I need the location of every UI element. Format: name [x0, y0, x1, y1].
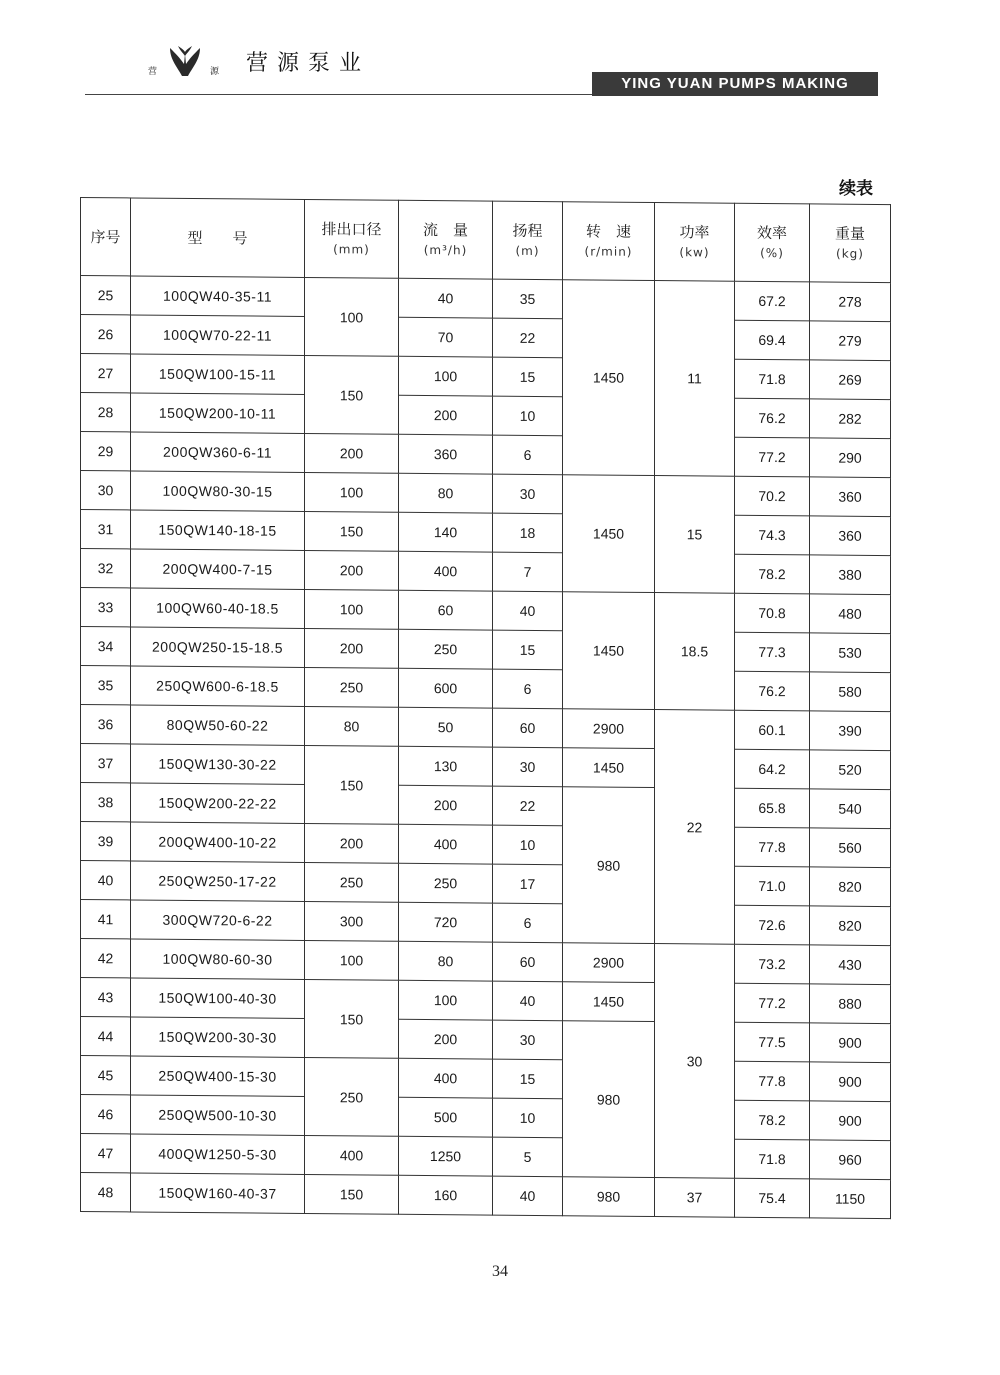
cell-head: 15 [493, 630, 563, 670]
cell-model: 100QW80-60-30 [131, 939, 305, 980]
cell-outlet: 250 [305, 862, 399, 902]
cell-model: 100QW70-22-11 [131, 315, 305, 356]
cell-efficiency: 64.2 [735, 749, 810, 789]
cell-power: 37 [655, 1178, 735, 1218]
cell-weight: 900 [810, 1023, 891, 1063]
cell-no: 36 [81, 705, 131, 744]
cell-head: 6 [493, 669, 563, 709]
logo-char-left: 营 [148, 67, 158, 77]
cell-no: 31 [81, 510, 131, 549]
col-header-no: 序号 [81, 198, 131, 276]
cell-model: 150QW100-15-11 [131, 354, 305, 395]
cell-flow: 720 [399, 902, 493, 942]
cell-model: 250QW500-10-30 [131, 1095, 305, 1136]
cell-model: 200QW360-6-11 [131, 432, 305, 473]
cell-efficiency: 70.8 [735, 593, 810, 633]
cell-speed: 980 [563, 1021, 655, 1178]
cell-model: 100QW80-30-15 [131, 471, 305, 512]
cell-efficiency: 69.4 [735, 320, 810, 360]
cell-head: 35 [493, 279, 563, 319]
cell-weight: 390 [810, 711, 891, 751]
cell-flow: 250 [399, 863, 493, 903]
cell-no: 47 [81, 1134, 131, 1173]
cell-efficiency: 72.6 [735, 905, 810, 945]
cell-efficiency: 73.2 [735, 944, 810, 984]
cell-no: 26 [81, 315, 131, 354]
cell-weight: 360 [810, 516, 891, 556]
cell-model: 250QW250-17-22 [131, 861, 305, 902]
cell-weight: 530 [810, 633, 891, 673]
cell-weight: 520 [810, 750, 891, 790]
cell-weight: 580 [810, 672, 891, 712]
cell-model: 250QW600-6-18.5 [131, 666, 305, 707]
cell-no: 48 [81, 1173, 131, 1212]
cell-no: 33 [81, 588, 131, 627]
cell-weight: 960 [810, 1140, 891, 1180]
cell-model: 400QW1250-5-30 [131, 1134, 305, 1175]
cell-flow: 250 [399, 629, 493, 669]
cell-no: 39 [81, 822, 131, 861]
cell-efficiency: 77.5 [735, 1022, 810, 1062]
cell-efficiency: 71.8 [735, 1139, 810, 1179]
col-header-power: 功率 (kw) [655, 203, 735, 282]
cell-weight: 279 [810, 321, 891, 361]
cell-weight: 360 [810, 477, 891, 517]
cell-head: 6 [493, 435, 563, 475]
cell-head: 6 [493, 903, 563, 943]
cell-flow: 400 [399, 824, 493, 864]
cell-outlet: 150 [305, 979, 399, 1058]
cell-outlet: 200 [305, 823, 399, 863]
cell-model: 100QW60-40-18.5 [131, 588, 305, 629]
cell-outlet: 80 [305, 706, 399, 746]
cell-model: 150QW200-30-30 [131, 1017, 305, 1058]
cell-flow: 100 [399, 356, 493, 396]
cell-flow: 500 [399, 1097, 493, 1137]
cell-no: 35 [81, 666, 131, 705]
cell-efficiency: 74.3 [735, 515, 810, 555]
cell-no: 44 [81, 1017, 131, 1056]
cell-power: 15 [655, 476, 735, 594]
cell-speed: 1450 [563, 475, 655, 593]
cell-weight: 880 [810, 984, 891, 1024]
cell-efficiency: 78.2 [735, 554, 810, 594]
cell-weight: 380 [810, 555, 891, 595]
cell-head: 5 [493, 1137, 563, 1177]
cell-no: 45 [81, 1056, 131, 1095]
col-header-model: 型 号 [131, 198, 305, 278]
cell-head: 60 [493, 708, 563, 748]
cell-power: 22 [655, 710, 735, 945]
cell-speed: 980 [563, 1177, 655, 1217]
cell-model: 200QW400-7-15 [131, 549, 305, 590]
cell-outlet: 300 [305, 901, 399, 941]
table-header-row [81, 198, 891, 283]
cell-flow: 50 [399, 707, 493, 747]
cell-speed: 1450 [563, 982, 655, 1022]
cell-outlet: 100 [305, 940, 399, 980]
cell-model: 100QW40-35-11 [131, 276, 305, 317]
cell-weight: 278 [810, 282, 891, 322]
cell-outlet: 100 [305, 472, 399, 512]
cell-head: 60 [493, 942, 563, 982]
col-header-efficiency: 效率 (%) [735, 203, 810, 282]
cell-speed: 1450 [563, 748, 655, 788]
cell-no: 25 [81, 276, 131, 315]
cell-weight: 290 [810, 438, 891, 478]
cell-head: 30 [493, 747, 563, 787]
cell-flow: 400 [399, 1058, 493, 1098]
cell-power: 11 [655, 281, 735, 477]
cell-model: 200QW400-10-22 [131, 822, 305, 863]
cell-head: 22 [493, 318, 563, 358]
cell-no: 28 [81, 393, 131, 432]
cell-flow: 60 [399, 590, 493, 630]
cell-speed: 980 [563, 787, 655, 944]
page-header [0, 0, 1000, 100]
cell-flow: 200 [399, 785, 493, 825]
cell-weight: 269 [810, 360, 891, 400]
cell-outlet: 100 [305, 589, 399, 629]
cell-model: 80QW50-60-22 [131, 705, 305, 746]
pump-spec-table [80, 197, 891, 1219]
cell-model: 150QW200-10-11 [131, 393, 305, 434]
continued-label: 续表 [839, 179, 873, 199]
cell-outlet: 150 [305, 1174, 399, 1214]
cell-efficiency: 77.2 [735, 983, 810, 1023]
cell-no: 29 [81, 432, 131, 471]
cell-head: 40 [493, 981, 563, 1021]
col-header-speed: 转 速 (r/min) [563, 202, 655, 281]
cell-outlet: 100 [305, 277, 399, 356]
header-rule [85, 94, 592, 95]
cell-power: 30 [655, 944, 735, 1179]
cell-head: 10 [493, 1098, 563, 1138]
cell-flow: 160 [399, 1175, 493, 1215]
cell-weight: 282 [810, 399, 891, 439]
cell-weight: 900 [810, 1062, 891, 1102]
cell-efficiency: 65.8 [735, 788, 810, 828]
cell-model: 150QW200-22-22 [131, 783, 305, 824]
cell-flow: 80 [399, 473, 493, 513]
cell-speed: 1450 [563, 280, 655, 476]
cell-efficiency: 77.8 [735, 1061, 810, 1101]
cell-efficiency: 60.1 [735, 710, 810, 750]
cell-model: 150QW130-30-22 [131, 744, 305, 785]
cell-no: 46 [81, 1095, 131, 1134]
cell-weight: 540 [810, 789, 891, 829]
cell-efficiency: 71.0 [735, 866, 810, 906]
cell-no: 27 [81, 354, 131, 393]
cell-flow: 140 [399, 512, 493, 552]
cell-flow: 100 [399, 980, 493, 1020]
cell-efficiency: 76.2 [735, 398, 810, 438]
page-number: 34 [492, 1263, 508, 1280]
cell-model: 150QW160-40-37 [131, 1173, 305, 1214]
cell-outlet: 250 [305, 667, 399, 707]
cell-outlet: 250 [305, 1057, 399, 1136]
cell-speed: 2900 [563, 943, 655, 983]
cell-no: 32 [81, 549, 131, 588]
cell-no: 40 [81, 861, 131, 900]
cell-outlet: 200 [305, 433, 399, 473]
cell-no: 34 [81, 627, 131, 666]
cell-flow: 40 [399, 278, 493, 318]
cell-outlet: 200 [305, 628, 399, 668]
cell-no: 43 [81, 978, 131, 1017]
cell-flow: 1250 [399, 1136, 493, 1176]
cell-weight: 560 [810, 828, 891, 868]
cell-head: 30 [493, 1020, 563, 1060]
col-header-head: 扬程 (m) [493, 201, 563, 280]
cell-head: 18 [493, 513, 563, 553]
company-name: 营源泵业 [246, 51, 371, 76]
cell-model: 300QW720-6-22 [131, 900, 305, 941]
cell-efficiency: 76.2 [735, 671, 810, 711]
cell-outlet: 150 [305, 745, 399, 824]
cell-speed: 1450 [563, 592, 655, 710]
cell-flow: 200 [399, 395, 493, 435]
cell-efficiency: 67.2 [735, 281, 810, 321]
cell-head: 40 [493, 1176, 563, 1216]
cell-flow: 600 [399, 668, 493, 708]
cell-head: 17 [493, 864, 563, 904]
cell-outlet: 150 [305, 511, 399, 551]
cell-efficiency: 77.3 [735, 632, 810, 672]
cell-efficiency: 77.2 [735, 437, 810, 477]
cell-weight: 1150 [810, 1179, 891, 1219]
cell-head: 10 [493, 396, 563, 436]
cell-efficiency: 71.8 [735, 359, 810, 399]
col-header-flow: 流 量 (m³/h) [399, 200, 493, 279]
cell-power: 18.5 [655, 593, 735, 711]
cell-outlet: 400 [305, 1135, 399, 1175]
cell-head: 22 [493, 786, 563, 826]
cell-efficiency: 78.2 [735, 1100, 810, 1140]
cell-flow: 70 [399, 317, 493, 357]
cell-head: 40 [493, 591, 563, 631]
cell-efficiency: 75.4 [735, 1178, 810, 1218]
col-header-outlet: 排出口径 (mm) [305, 199, 399, 278]
cell-efficiency: 77.8 [735, 827, 810, 867]
cell-weight: 900 [810, 1101, 891, 1141]
cell-no: 30 [81, 471, 131, 510]
table-row [81, 1173, 891, 1219]
cell-outlet: 200 [305, 550, 399, 590]
cell-no: 42 [81, 939, 131, 978]
logo-char-right: 源 [210, 67, 220, 77]
logo-emblem-icon [148, 42, 238, 82]
cell-flow: 130 [399, 746, 493, 786]
cell-head: 10 [493, 825, 563, 865]
cell-no: 41 [81, 900, 131, 939]
cell-flow: 80 [399, 941, 493, 981]
col-header-weight: 重量 (kg) [810, 204, 891, 283]
company-logo [148, 42, 238, 82]
cell-no: 38 [81, 783, 131, 822]
cell-efficiency: 70.2 [735, 476, 810, 516]
cell-weight: 820 [810, 906, 891, 946]
cell-model: 150QW140-18-15 [131, 510, 305, 551]
cell-weight: 820 [810, 867, 891, 907]
cell-flow: 360 [399, 434, 493, 474]
cell-model: 150QW100-40-30 [131, 978, 305, 1019]
cell-head: 15 [493, 357, 563, 397]
english-banner: YING YUAN PUMPS MAKING [592, 72, 878, 96]
cell-head: 15 [493, 1059, 563, 1099]
cell-weight: 430 [810, 945, 891, 985]
cell-head: 7 [493, 552, 563, 592]
cell-speed: 2900 [563, 709, 655, 749]
cell-head: 30 [493, 474, 563, 514]
cell-flow: 200 [399, 1019, 493, 1059]
cell-weight: 480 [810, 594, 891, 634]
cell-model: 200QW250-15-18.5 [131, 627, 305, 668]
cell-outlet: 150 [305, 355, 399, 434]
cell-model: 250QW400-15-30 [131, 1056, 305, 1097]
cell-flow: 400 [399, 551, 493, 591]
cell-no: 37 [81, 744, 131, 783]
